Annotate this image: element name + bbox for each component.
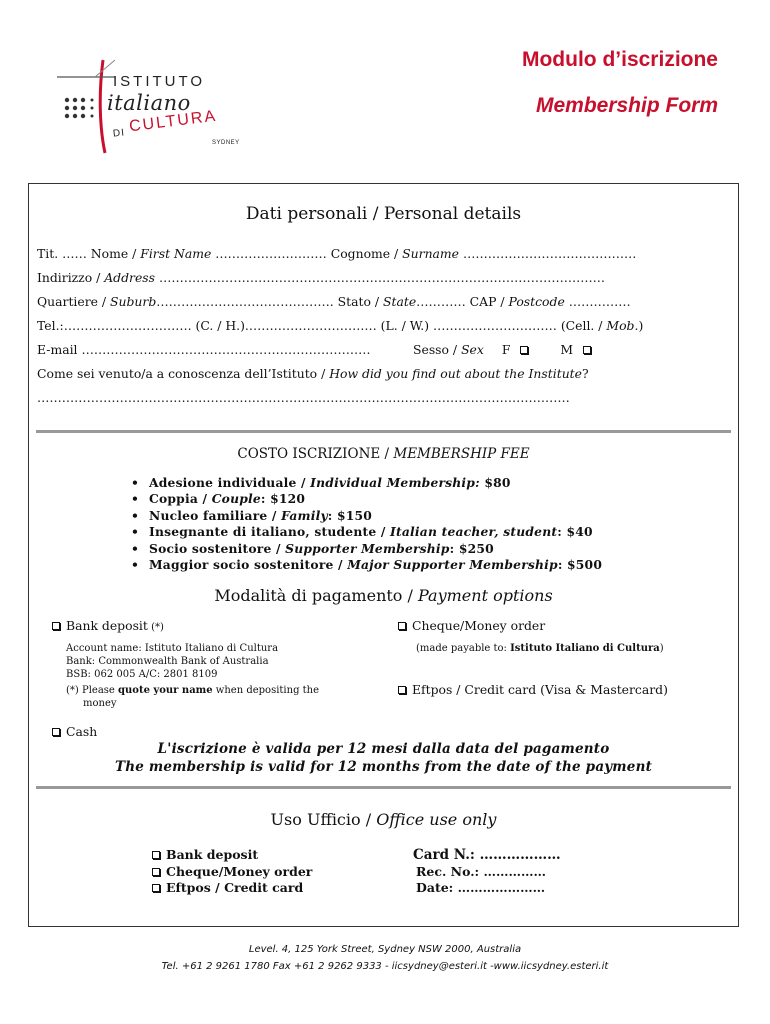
receipt-number: Rec. No.: ……………	[416, 863, 547, 879]
suburb-row: Quartiere / Suburb……………………………………. Stato / State………… CAP / Postcode ……………	[37, 294, 631, 309]
logo-line1: ISTITUTO	[113, 73, 206, 90]
payment-heading: Modalità di pagamento / Payment options	[214, 586, 553, 605]
validity-english: The membership is valid for 12 months from the date of the payment	[114, 759, 653, 775]
office-date: Date: …………………	[416, 880, 546, 895]
cheque-note: (made payable to: Istituto Italiano di Cultura)	[416, 643, 664, 654]
office-checkbox[interactable]	[152, 868, 160, 876]
bank-note: (*) Please quote your name when depositing the money	[66, 685, 320, 709]
fee-heading: COSTO ISCRIZIONE / MEMBERSHIP FEE	[237, 446, 530, 462]
personal-heading: Dati personali / Personal details	[245, 204, 522, 224]
sex-f-checkbox[interactable]	[520, 346, 528, 354]
office-checkbox[interactable]	[152, 884, 160, 892]
cash-option[interactable]: Cash	[52, 724, 97, 739]
sex-row: Sesso / Sex F M	[413, 342, 597, 357]
eftpos-checkbox[interactable]	[398, 686, 406, 694]
logo-line2: italiano	[107, 91, 191, 115]
how-found-line: …………………………………………………………………………………………………………………	[37, 390, 570, 405]
email-row: E-mail …………………………………………………………….	[37, 342, 371, 357]
bank-details: Account name: Istituto Italiano di Cultura Bank: Commonwealth Bank of Australia BSB: 062 005 A/C: 2801 8109	[66, 643, 279, 680]
logo-city: SYDNEY	[212, 140, 240, 146]
sex-m-checkbox[interactable]	[583, 346, 591, 354]
bank-deposit-option[interactable]: Bank deposit (*)	[52, 618, 164, 633]
footer-address: Level. 4, 125 York Street, Sydney NSW 2000, Australia	[248, 944, 522, 955]
office-option[interactable]: Bank deposit	[152, 847, 312, 864]
name-row: Tit. …… Nome / First Name ……………………… Cognome / Surname ……………………………………	[37, 246, 637, 261]
logo-line3: CULTURA	[128, 107, 219, 136]
validity-italian: L'iscrizione è valida per 12 mesi dalla data del pagamento	[157, 741, 610, 757]
office-checkbox[interactable]	[152, 851, 160, 859]
separator-2	[36, 786, 731, 789]
fee-item: • Socio sostenitore / Supporter Membership: $250	[127, 541, 602, 557]
cheque-option[interactable]: Cheque/Money order	[398, 618, 545, 633]
fee-item: • Coppia / Couple: $120	[127, 491, 602, 507]
how-found-row: Come sei venuto/a a conoscenza dell’Istituto / How did you find out about the Institute?	[37, 366, 589, 381]
card-number: Card N.: ………………	[413, 847, 561, 863]
address-row: Indirizzo / Address ………………………………………………………………………………………………	[37, 270, 606, 285]
footer-contacts: Tel. +61 2 9261 1780 Fax +61 2 9262 9333 - iicsydney@esteri.it -www.iicsydney.esteri.it	[161, 961, 609, 972]
institute-logo	[55, 55, 255, 155]
bank-deposit-checkbox[interactable]	[52, 622, 60, 630]
title-italian: Modulo d’iscrizione	[521, 48, 718, 71]
cheque-checkbox[interactable]	[398, 622, 406, 630]
office-fields	[413, 847, 561, 897]
fee-item: • Maggior socio sostenitore / Major Supporter Membership: $500	[127, 557, 602, 573]
office-option[interactable]: Cheque/Money order	[152, 864, 312, 881]
fee-list	[127, 475, 602, 573]
fee-item: • Insegnante di italiano, studente / Italian teacher, student: $40	[127, 524, 602, 540]
office-option[interactable]: Eftpos / Credit card	[152, 880, 312, 897]
cash-checkbox[interactable]	[52, 728, 60, 736]
fee-item: • Adesione individuale / Individual Membership: $80	[127, 475, 602, 491]
office-heading: Uso Ufficio / Office use only	[270, 810, 497, 829]
title-english: Membership Form	[535, 94, 718, 117]
phone-row: Tel.:…………………………. (C. / H.).……………………….… (L. / W.) ………………………… (Cell. / Mob.)	[37, 318, 644, 333]
fee-item: • Nucleo familiare / Family: $150	[127, 508, 602, 524]
logo-line3-di: DI	[112, 127, 126, 140]
office-list	[152, 847, 312, 897]
separator-1	[36, 430, 731, 433]
eftpos-option[interactable]: Eftpos / Credit card (Visa & Mastercard)	[398, 682, 668, 697]
